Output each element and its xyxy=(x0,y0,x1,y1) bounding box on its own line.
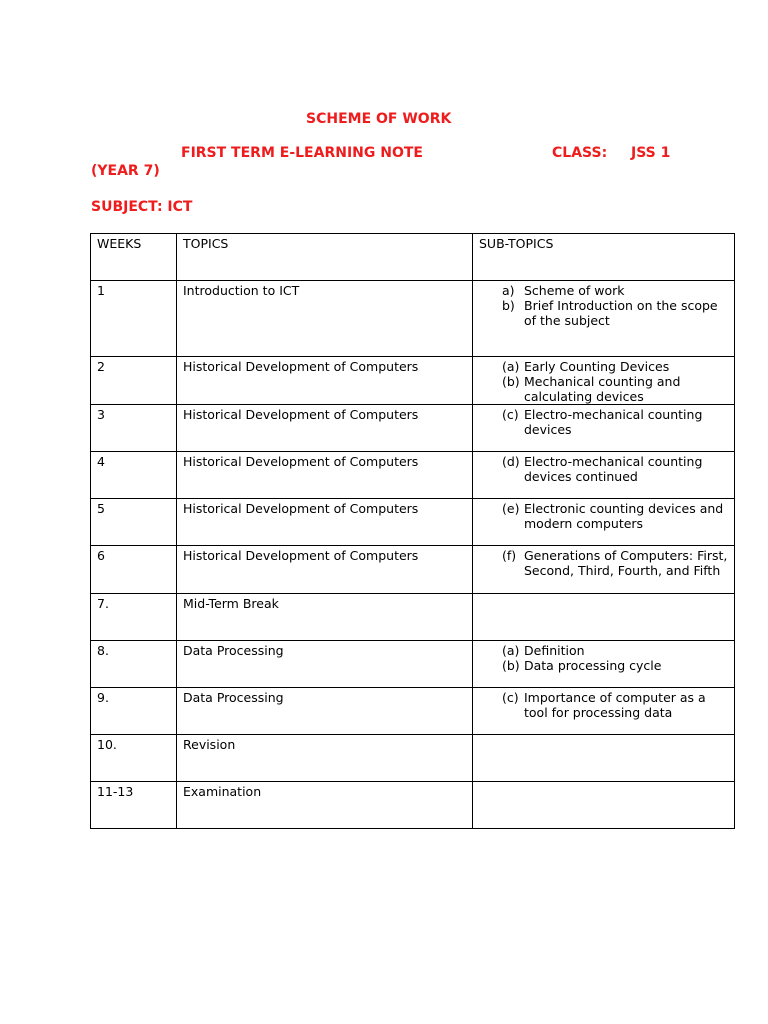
subtopic-text: Data processing cycle xyxy=(524,658,662,673)
topic-cell: Historical Development of Computers xyxy=(177,405,473,452)
subtopic-text: Mechanical counting and calculating devices xyxy=(524,374,681,404)
topic-cell: Introduction to ICT xyxy=(177,281,473,357)
subtopics-cell xyxy=(473,281,735,357)
week-cell: 2 xyxy=(91,357,177,405)
topic-cell: Historical Development of Computers xyxy=(177,546,473,594)
week-cell: 7. xyxy=(91,594,177,641)
table-row xyxy=(91,641,735,688)
week-cell: 5 xyxy=(91,499,177,546)
subtopic-marker: b) xyxy=(502,298,515,313)
subtopic-text: Generations of Computers: First, Second, Third, Fourth, and Fifth xyxy=(524,548,728,578)
scheme-table xyxy=(90,233,735,829)
subtopic-item xyxy=(479,407,728,437)
week-cell: 8. xyxy=(91,641,177,688)
topic-cell: Data Processing xyxy=(177,641,473,688)
subtopic-item xyxy=(479,501,728,531)
subtopics-cell xyxy=(473,688,735,735)
subtopic-marker: (c) xyxy=(502,407,519,422)
subtopic-marker: (a) xyxy=(502,359,520,374)
subtopic-text: Early Counting Devices xyxy=(524,359,670,374)
header-topics: TOPICS xyxy=(177,234,473,281)
table-header-row xyxy=(91,234,735,281)
subject-heading: SUBJECT: ICT xyxy=(91,199,193,215)
subtopic-marker: (b) xyxy=(502,374,520,389)
subtopic-marker: (e) xyxy=(502,501,520,516)
topic-cell: Examination xyxy=(177,782,473,829)
week-cell: 9. xyxy=(91,688,177,735)
table-row xyxy=(91,452,735,499)
subtopics-cell xyxy=(473,499,735,546)
subtopic-item xyxy=(479,454,728,484)
subtopic-marker: (d) xyxy=(502,454,520,469)
year-label: (YEAR 7) xyxy=(91,163,160,179)
subtopics-cell xyxy=(473,594,735,641)
subtopic-text: Electro-mechanical counting devices continued xyxy=(524,454,703,484)
table-row xyxy=(91,735,735,782)
topic-cell: Data Processing xyxy=(177,688,473,735)
subtopic-text: Definition xyxy=(524,643,585,658)
topic-cell: Revision xyxy=(177,735,473,782)
table-row xyxy=(91,405,735,452)
subtopics-cell xyxy=(473,405,735,452)
week-cell: 6 xyxy=(91,546,177,594)
subtopic-item xyxy=(479,690,728,720)
topic-cell: Historical Development of Computers xyxy=(177,357,473,405)
term-heading: FIRST TERM E-LEARNING NOTE xyxy=(181,145,423,161)
subtopic-item xyxy=(479,298,728,328)
subtopics-cell xyxy=(473,782,735,829)
subtopic-item xyxy=(479,548,728,578)
subtopic-text: Scheme of work xyxy=(524,283,625,298)
subtopic-text: Electronic counting devices and modern computers xyxy=(524,501,724,531)
subtopic-marker: (f) xyxy=(502,548,517,563)
table-row xyxy=(91,357,735,405)
subtopics-cell xyxy=(473,452,735,499)
subtopic-text: Electro-mechanical counting devices xyxy=(524,407,703,437)
subtopic-item xyxy=(479,374,728,404)
subtopics-cell xyxy=(473,735,735,782)
table-row xyxy=(91,546,735,594)
subtopic-item xyxy=(479,283,728,298)
topic-cell: Mid-Term Break xyxy=(177,594,473,641)
subtopic-marker: (b) xyxy=(502,658,520,673)
subtopic-marker: (a) xyxy=(502,643,520,658)
week-cell: 4 xyxy=(91,452,177,499)
class-value: JSS 1 xyxy=(631,145,671,161)
document-title: SCHEME OF WORK xyxy=(306,111,452,127)
week-cell: 1 xyxy=(91,281,177,357)
subtopics-cell xyxy=(473,546,735,594)
subtopic-item xyxy=(479,658,728,673)
topic-cell: Historical Development of Computers xyxy=(177,452,473,499)
subtopic-marker: a) xyxy=(502,283,515,298)
table-row xyxy=(91,594,735,641)
subtopic-marker: (c) xyxy=(502,690,519,705)
topic-cell: Historical Development of Computers xyxy=(177,499,473,546)
subtopics-cell xyxy=(473,641,735,688)
week-cell: 10. xyxy=(91,735,177,782)
class-label: CLASS: xyxy=(552,145,608,161)
header-weeks: WEEKS xyxy=(91,234,177,281)
table-row xyxy=(91,688,735,735)
table-row xyxy=(91,782,735,829)
subtopics-cell xyxy=(473,357,735,405)
table-row xyxy=(91,281,735,357)
subtopic-item xyxy=(479,643,728,658)
week-cell: 11-13 xyxy=(91,782,177,829)
week-cell: 3 xyxy=(91,405,177,452)
subtopic-item xyxy=(479,359,728,374)
header-subtopics: SUB-TOPICS xyxy=(473,234,735,281)
subtopic-text: Brief Introduction on the scope of the subject xyxy=(524,298,718,328)
subtopic-text: Importance of computer as a tool for processing data xyxy=(524,690,706,720)
table-row xyxy=(91,499,735,546)
